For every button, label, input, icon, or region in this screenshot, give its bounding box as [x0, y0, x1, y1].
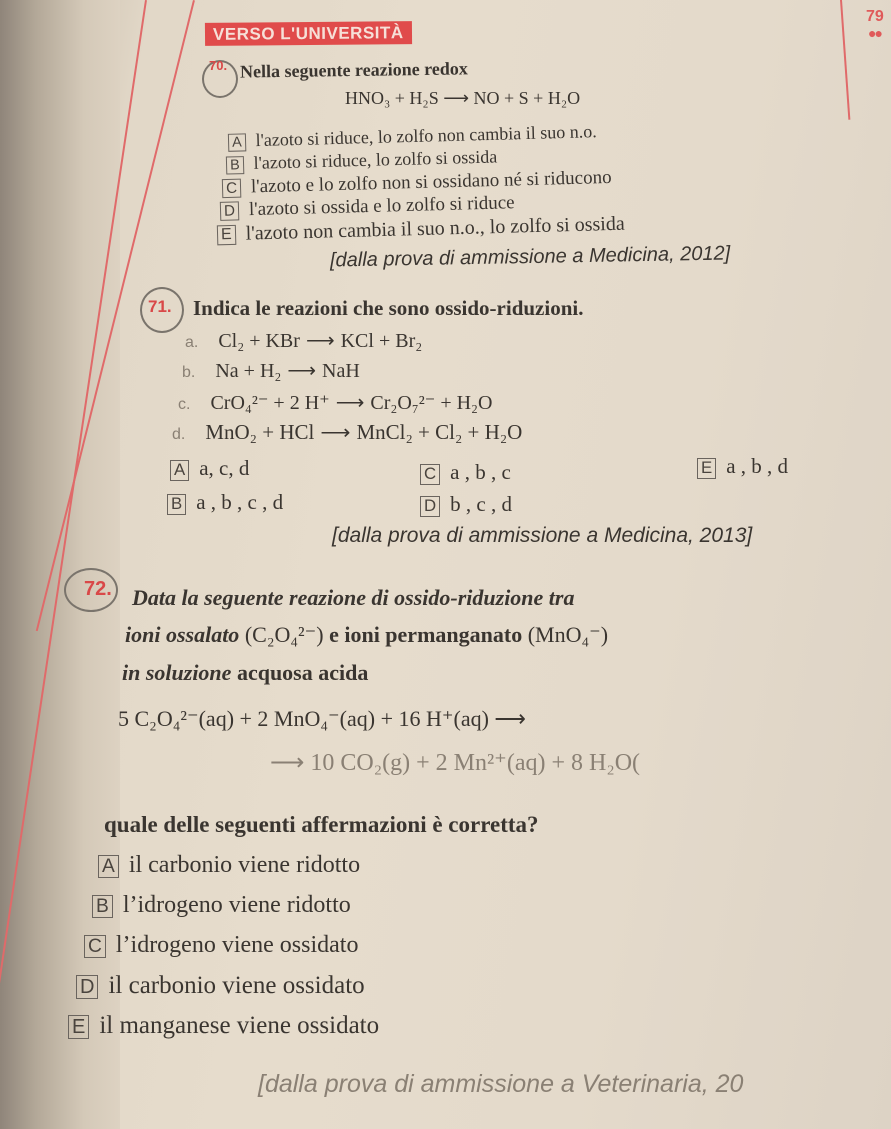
option-text: a , b , c , d	[196, 490, 284, 514]
reaction-label: d.	[172, 426, 186, 443]
option-text: l’idrogeno viene ossidato	[115, 932, 359, 958]
option-letter-box: B	[92, 895, 113, 918]
reaction-rhs: NaH	[322, 360, 360, 382]
page-number: 79	[866, 8, 884, 25]
option-letter-box: D	[220, 201, 239, 221]
difficulty-dots-icon: ●●	[868, 27, 881, 42]
q72-equation-line2: ⟶ 10 CO₂(g) + 2 Mn²⁺(aq) + 8 H₂O(	[270, 750, 641, 776]
q72-option-e[interactable]	[68, 1012, 379, 1040]
option-text: l'azoto si riduce, lo zolfo non cambia il suo n.o.	[255, 121, 597, 151]
prompt-text: ioni ossalato	[125, 622, 240, 647]
option-letter-box: D	[420, 496, 440, 517]
option-letter-box: B	[167, 494, 186, 515]
option-text: l'azoto non cambia il suo n.o., lo zolfo si ossida	[245, 212, 625, 245]
reaction-lhs: Na + H₂	[215, 360, 282, 382]
q71-source: [dalla prova di ammissione a Medicina, 2013]	[332, 524, 753, 547]
q72-prompt-line1: Data la seguente reazione di ossido-riduzione tra	[132, 585, 575, 610]
q72-option-c[interactable]	[84, 932, 358, 959]
q71-option-c[interactable]	[420, 460, 511, 485]
option-text: l'azoto si riduce, lo zolfo si ossida	[253, 146, 498, 173]
reaction-label: b.	[182, 364, 196, 381]
q70-equation: HNO₃ + H₂S ⟶ NO + S + H₂O	[345, 88, 581, 108]
option-letter-box: C	[222, 179, 241, 199]
q72-option-b[interactable]	[92, 892, 351, 919]
prompt-text: e ioni permanganato	[329, 622, 523, 647]
option-letter-box: E	[697, 458, 716, 479]
q72-question: quale delle seguenti affermazioni è corretta?	[104, 812, 539, 837]
q72-option-d[interactable]	[76, 972, 365, 1000]
q71-reaction-c	[178, 390, 492, 415]
option-text: l'azoto e lo zolfo non si ossidano né si riducono	[250, 166, 612, 198]
option-text: l’idrogeno viene ridotto	[122, 892, 351, 918]
option-text: il carbonio viene ridotto	[128, 852, 361, 878]
question-number-72: 72.	[84, 578, 112, 600]
option-text: l'azoto si ossida e lo zolfo si riduce	[248, 192, 515, 221]
option-letter-box: D	[76, 975, 98, 999]
option-letter-box: A	[228, 133, 246, 152]
q71-reaction-a	[185, 328, 422, 353]
reaction-label: a.	[185, 334, 199, 351]
option-letter-box: E	[217, 225, 236, 245]
q71-prompt: Indica le reazioni che sono ossido-riduzioni.	[193, 296, 584, 320]
reaction-arrow-icon: ⟶	[305, 330, 335, 352]
reaction-lhs: Cl₂ + KBr	[218, 330, 300, 352]
reaction-label: c.	[178, 396, 191, 413]
reaction-rhs: MnCl₂ + Cl₂ + H₂O	[356, 420, 523, 444]
page-margin-line	[840, 0, 850, 120]
option-text: il manganese viene ossidato	[99, 1012, 380, 1039]
reaction-lhs: CrO₄²⁻ + 2 H⁺	[210, 392, 330, 414]
reaction-arrow-icon: ⟶	[320, 420, 351, 444]
option-letter-box: A	[170, 460, 189, 481]
option-letter-box: B	[226, 156, 244, 175]
section-banner: VERSO L'UNIVERSITÀ	[205, 21, 412, 46]
q71-option-a[interactable]	[170, 456, 249, 481]
option-text: b , c , d	[450, 492, 512, 516]
q70-source: [dalla prova di ammissione a Medicina, 2012]	[329, 242, 731, 272]
q70-prompt: Nella seguente reazione redox	[239, 58, 468, 82]
q72-equation-line1: 5 C₂O₄²⁻(aq) + 2 MnO₄⁻(aq) + 16 H⁺(aq) ⟶	[118, 706, 526, 731]
reaction-lhs: MnO₂ + HCl	[205, 420, 315, 444]
q71-reaction-d	[172, 420, 522, 445]
q71-option-e[interactable]	[697, 454, 788, 479]
q72-prompt-line3	[122, 660, 368, 686]
option-text: a , b , c	[450, 460, 511, 484]
option-letter-box: E	[68, 1015, 89, 1039]
q70-option-a[interactable]	[228, 121, 597, 152]
reaction-arrow-icon: ⟶	[335, 392, 365, 414]
q72-option-a[interactable]	[98, 852, 360, 879]
option-text: il carbonio viene ossidato	[108, 972, 365, 999]
option-letter-box: A	[98, 855, 119, 878]
option-letter-box: C	[84, 935, 106, 958]
q71-option-d[interactable]	[420, 492, 512, 517]
q72-source: [dalla prova di ammissione a Veterinaria, 20	[258, 1070, 744, 1098]
reaction-arrow-icon: ⟶	[287, 360, 317, 382]
prompt-text: in soluzione	[122, 660, 232, 685]
oxalate-formula: (C₂O₄²⁻)	[244, 622, 324, 647]
option-text: a , b , d	[726, 454, 789, 478]
question-number-70: 70.	[209, 58, 228, 73]
reaction-rhs: Cr₂O₇²⁻ + H₂O	[370, 392, 493, 414]
q71-option-b[interactable]	[167, 490, 283, 515]
option-letter-box: C	[420, 464, 440, 485]
reaction-rhs: KCl + Br₂	[340, 330, 423, 352]
prompt-text: acquosa acida	[236, 660, 369, 685]
q72-prompt-line2	[125, 622, 608, 648]
q71-reaction-b	[182, 358, 360, 383]
question-number-71: 71.	[148, 297, 172, 316]
option-text: a, c, d	[199, 456, 250, 480]
permanganate-formula: (MnO₄⁻)	[527, 622, 609, 647]
